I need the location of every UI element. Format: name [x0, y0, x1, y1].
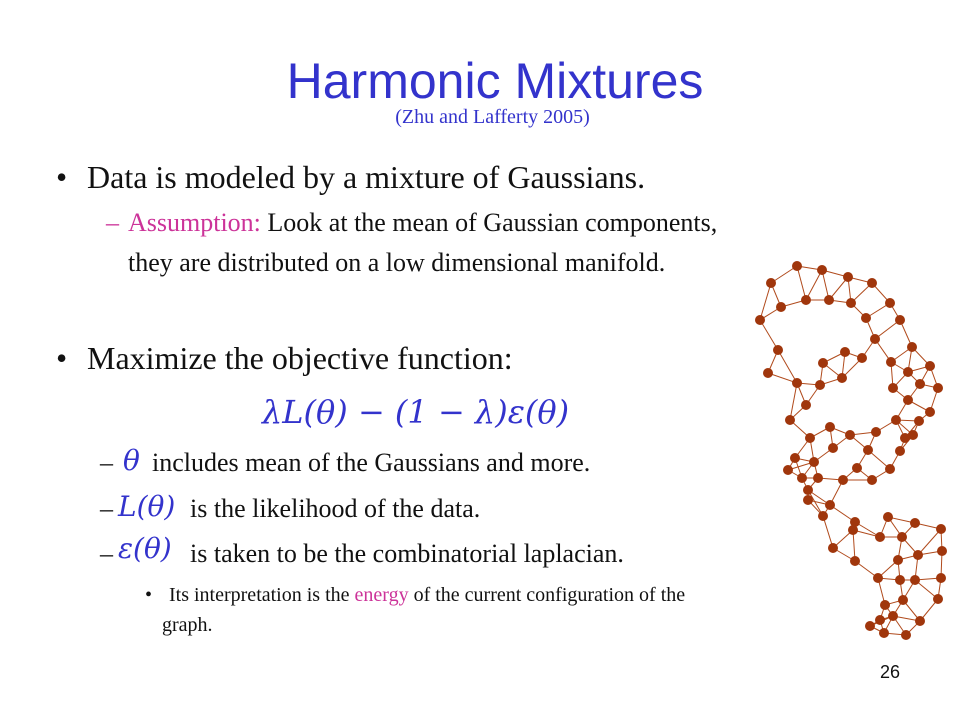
graph-node	[801, 400, 811, 410]
graph-node	[861, 313, 871, 323]
sub-bullet-dash: –	[106, 208, 119, 237]
graph-node	[888, 383, 898, 393]
graph-node	[797, 473, 807, 483]
sub-bullet-dash: –	[100, 539, 113, 568]
graph-node	[815, 380, 825, 390]
graph-node	[885, 298, 895, 308]
energy-symbol: ε(θ)	[118, 532, 172, 565]
graph-node	[880, 600, 890, 610]
bullet-marker: •	[56, 159, 68, 195]
graph-node	[828, 543, 838, 553]
graph-node	[936, 573, 946, 583]
graph-node	[825, 500, 835, 510]
graph-node	[817, 265, 827, 275]
assumption-line-2: they are distributed on a low dimensional manifold.	[128, 248, 666, 277]
bullet-data-model: Data is modeled by a mixture of Gaussians.	[87, 159, 646, 195]
graph-node	[867, 278, 877, 288]
graph-node	[773, 345, 783, 355]
graph-node	[867, 475, 877, 485]
graph-node	[852, 463, 862, 473]
graph-node	[843, 272, 853, 282]
graph-node	[933, 383, 943, 393]
graph-node	[857, 353, 867, 363]
graph-node	[936, 524, 946, 534]
graph-node	[886, 357, 896, 367]
graph-node	[824, 295, 834, 305]
graph-node	[848, 525, 858, 535]
graph-node	[888, 611, 898, 621]
graph-edge	[778, 350, 797, 383]
graph-node	[900, 433, 910, 443]
graph-node	[925, 361, 935, 371]
assumption-text-1: Look at the mean of Gaussian components,	[267, 208, 718, 237]
graph-node	[809, 457, 819, 467]
graph-node	[846, 298, 856, 308]
note-after: of the current configuration of the	[413, 584, 686, 606]
assumption-label: Assumption:	[128, 208, 261, 237]
graph-node	[785, 415, 795, 425]
graph-node	[910, 575, 920, 585]
note-line-2: graph.	[162, 614, 213, 636]
graph-node	[813, 473, 823, 483]
theta-description: includes mean of the Gaussians and more.	[152, 448, 591, 477]
graph-node	[863, 445, 873, 455]
graph-node	[895, 315, 905, 325]
graph-edge	[760, 320, 778, 350]
graph-node	[837, 373, 847, 383]
graph-node	[870, 334, 880, 344]
graph-node	[885, 464, 895, 474]
graph-node	[915, 616, 925, 626]
graph-node	[828, 443, 838, 453]
graph-node	[871, 427, 881, 437]
bullet-marker: •	[56, 340, 68, 376]
graph-node	[838, 475, 848, 485]
graph-node	[910, 518, 920, 528]
graph-node	[915, 379, 925, 389]
graph-node	[875, 615, 885, 625]
graph-node	[897, 532, 907, 542]
page-number: 26	[880, 662, 901, 682]
graph-node	[803, 485, 813, 495]
graph-node	[873, 573, 883, 583]
graph-node	[845, 430, 855, 440]
likelihood-symbol: L(θ)	[118, 490, 176, 523]
graph-node	[913, 550, 923, 560]
graph-node	[792, 261, 802, 271]
graph-node	[895, 575, 905, 585]
note-bullet-marker: •	[145, 584, 153, 606]
graph-node	[914, 416, 924, 426]
slide-title: Harmonic Mixtures	[286, 53, 704, 109]
sub-bullet-dash: –	[100, 494, 113, 523]
graph-node	[903, 395, 913, 405]
graph-node	[891, 415, 901, 425]
graph-node	[903, 367, 913, 377]
graph-node	[818, 358, 828, 368]
graph-edge	[797, 266, 806, 300]
graph-node	[879, 628, 889, 638]
graph-edge	[806, 270, 822, 300]
graph-node	[875, 532, 885, 542]
theta-symbol: θ	[123, 444, 140, 477]
graph-node	[801, 295, 811, 305]
graph-node	[901, 630, 911, 640]
graph-node	[865, 621, 875, 631]
graph-node	[840, 347, 850, 357]
energy-description: is taken to be the combinatorial laplacian.	[190, 539, 624, 568]
graph-node	[776, 302, 786, 312]
graph-node	[818, 511, 828, 521]
graph-node	[790, 453, 800, 463]
note-before: Its interpretation is the	[169, 584, 350, 606]
graph-node	[898, 595, 908, 605]
graph-node	[803, 495, 813, 505]
graph-node	[933, 594, 943, 604]
graph-node	[883, 512, 893, 522]
graph-node	[755, 315, 765, 325]
note-energy-word: energy	[354, 584, 409, 606]
graph-node	[925, 407, 935, 417]
graph-node	[825, 422, 835, 432]
graph-node	[850, 556, 860, 566]
objective-formula: λL(θ) − (1 − λ)ε(θ)	[262, 393, 570, 431]
graph-node	[895, 446, 905, 456]
graph-node	[783, 465, 793, 475]
graph-node	[937, 546, 947, 556]
graph-node	[907, 342, 917, 352]
graph-node	[792, 378, 802, 388]
graph-node	[893, 555, 903, 565]
bullet-objective: Maximize the objective function:	[87, 340, 513, 376]
graph-node	[766, 278, 776, 288]
sub-bullet-dash: –	[100, 448, 113, 477]
graph-node	[805, 433, 815, 443]
graph-node	[763, 368, 773, 378]
slide-subtitle-citation: (Zhu and Lafferty 2005)	[395, 106, 590, 128]
likelihood-description: is the likelihood of the data.	[190, 494, 481, 523]
graph-edge	[823, 516, 833, 548]
